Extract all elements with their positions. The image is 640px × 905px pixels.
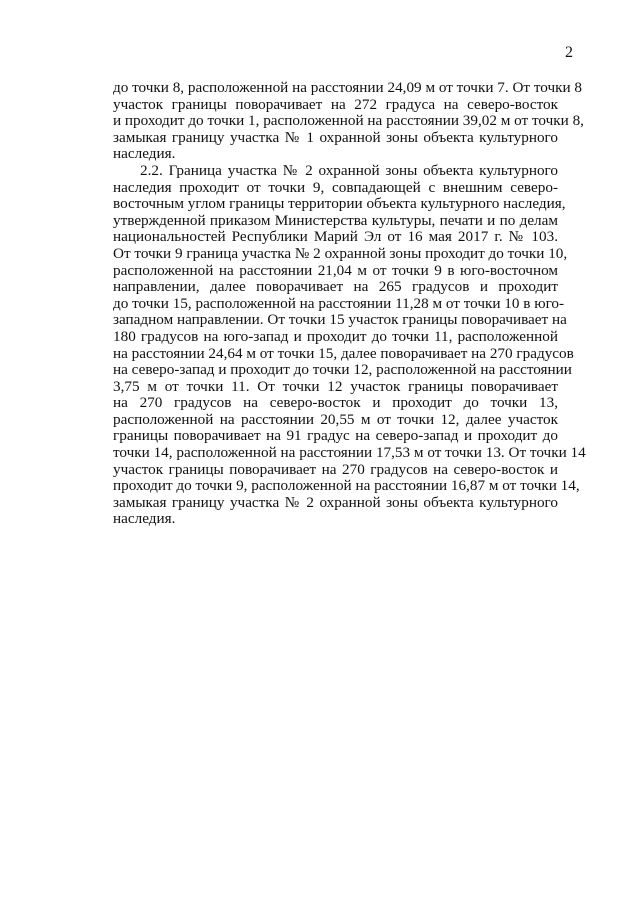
text-line: точки 14, расположенной на расстоянии 17,53 м от точки 13. От точки 14 (113, 444, 586, 462)
text-line: наследия проходит от точки 9, совпадающей с внешним северо- (113, 178, 558, 196)
text-line: утвержденной приказом Министерства культуры, печати и по делам (113, 211, 558, 229)
paragraph-1 (113, 79, 584, 163)
text-line: направлении, далее поворачивает на 265 градусов и проходит (113, 278, 558, 296)
text-line: и проходит до точки 1, расположенной на расстоянии 39,02 м от точки 8, (113, 112, 584, 130)
text-line: наследия. (113, 510, 176, 528)
text-line: 180 градусов на юго-запад и проходит до точки 11, расположенной (113, 327, 558, 345)
text-line: 2.2. Граница участка № 2 охранной зоны объекта культурного (140, 161, 558, 179)
text-line: на 270 градусов на северо-восток и проходит до точки 13, (113, 394, 558, 412)
document-body (113, 79, 586, 528)
text-line: проходит до точки 9, расположенной на расстоянии 16,87 м от точки 14, (113, 477, 580, 495)
text-line: расположенной на расстоянии 21,04 м от точки 9 в юго-восточном (113, 261, 558, 279)
text-line: на расстоянии 24,64 м от точки 15, далее поворачивает на 270 градусов (113, 344, 574, 362)
text-line: национальностей Республики Марий Эл от 16 мая 2017 г. № 103. (113, 228, 558, 246)
text-line: участок границы поворачивает на 272 градуса на северо-восток (113, 95, 558, 113)
text-line: до точки 15, расположенной на расстоянии 11,28 м от точки 10 в юго- (113, 294, 565, 312)
text-line: расположенной на расстоянии 20,55 м от точки 12, далее участок (113, 410, 558, 428)
text-line: От точки 9 граница участка № 2 охранной зоны проходит до точки 10, (113, 244, 568, 262)
paragraph-2-2 (113, 161, 586, 528)
text-line: замыкая границу участка № 1 охранной зоны объекта культурного (113, 128, 558, 146)
text-line: наследия. (113, 145, 176, 163)
text-line: западном направлении. От точки 15 участок границы поворачивает на (113, 311, 567, 329)
text-line: на северо-запад и проходит до точки 12, расположенной на расстоянии (113, 361, 572, 379)
text-line: 3,75 м от точки 11. От точки 12 участок границы поворачивает (113, 377, 558, 395)
text-line: восточным углом границы территории объекта культурного наследия, (113, 195, 566, 213)
text-line: границы поворачивает на 91 градус на северо-запад и проходит до (113, 427, 558, 445)
text-line: до точки 8, расположенной на расстоянии 24,09 м от точки 7. От точки 8 (113, 79, 583, 96)
text-line: участок границы поворачивает на 270 градусов на северо-восток и (113, 460, 558, 478)
text-line: замыкая границу участка № 2 охранной зоны объекта культурного (113, 493, 558, 511)
page-number: 2 (565, 44, 573, 61)
